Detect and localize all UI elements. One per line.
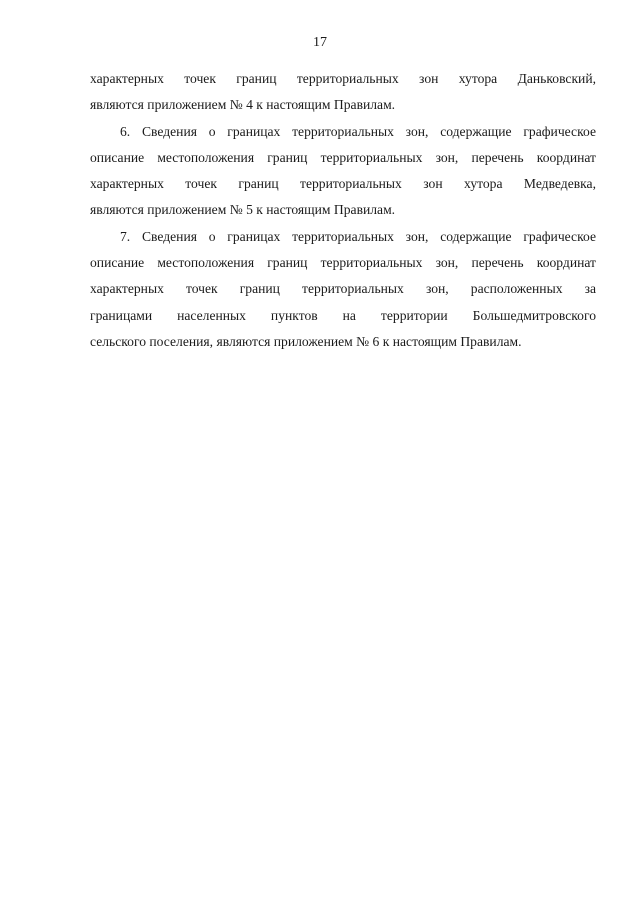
text-line: являются приложением № 5 к настоящим Правилам. [90, 202, 396, 218]
text-line: 7. Сведения о границах территориальных зон, содержащие графическое [120, 228, 596, 244]
text-line: сельского поселения, являются приложением № 6 к настоящим Правилам. [90, 333, 522, 349]
paragraph-continuation [90, 66, 596, 119]
text-line: характерных точек границ территориальных зон, расположенных за [90, 281, 596, 297]
text-line: характерных точек границ территориальных зон хутора Медведевка, [90, 176, 596, 192]
text-line: описание местоположения границ территориальных зон, перечень координат [90, 255, 596, 271]
text-line: являются приложением № 4 к настоящим Правилам. [90, 97, 396, 113]
text-line: описание местоположения границ территориальных зон, перечень координат [90, 149, 596, 165]
text-line: границами населенных пунктов на территории Большедмитровского [90, 307, 596, 323]
text-line: 6. Сведения о границах территориальных зон, содержащие графическое [120, 123, 596, 139]
paragraph-item-7 [90, 224, 596, 355]
document-body [90, 66, 596, 355]
page-number: 17 [313, 35, 327, 50]
paragraph-item-6 [90, 119, 596, 224]
text-line: характерных точек границ территориальных зон хутора Даньковский, [90, 71, 596, 86]
